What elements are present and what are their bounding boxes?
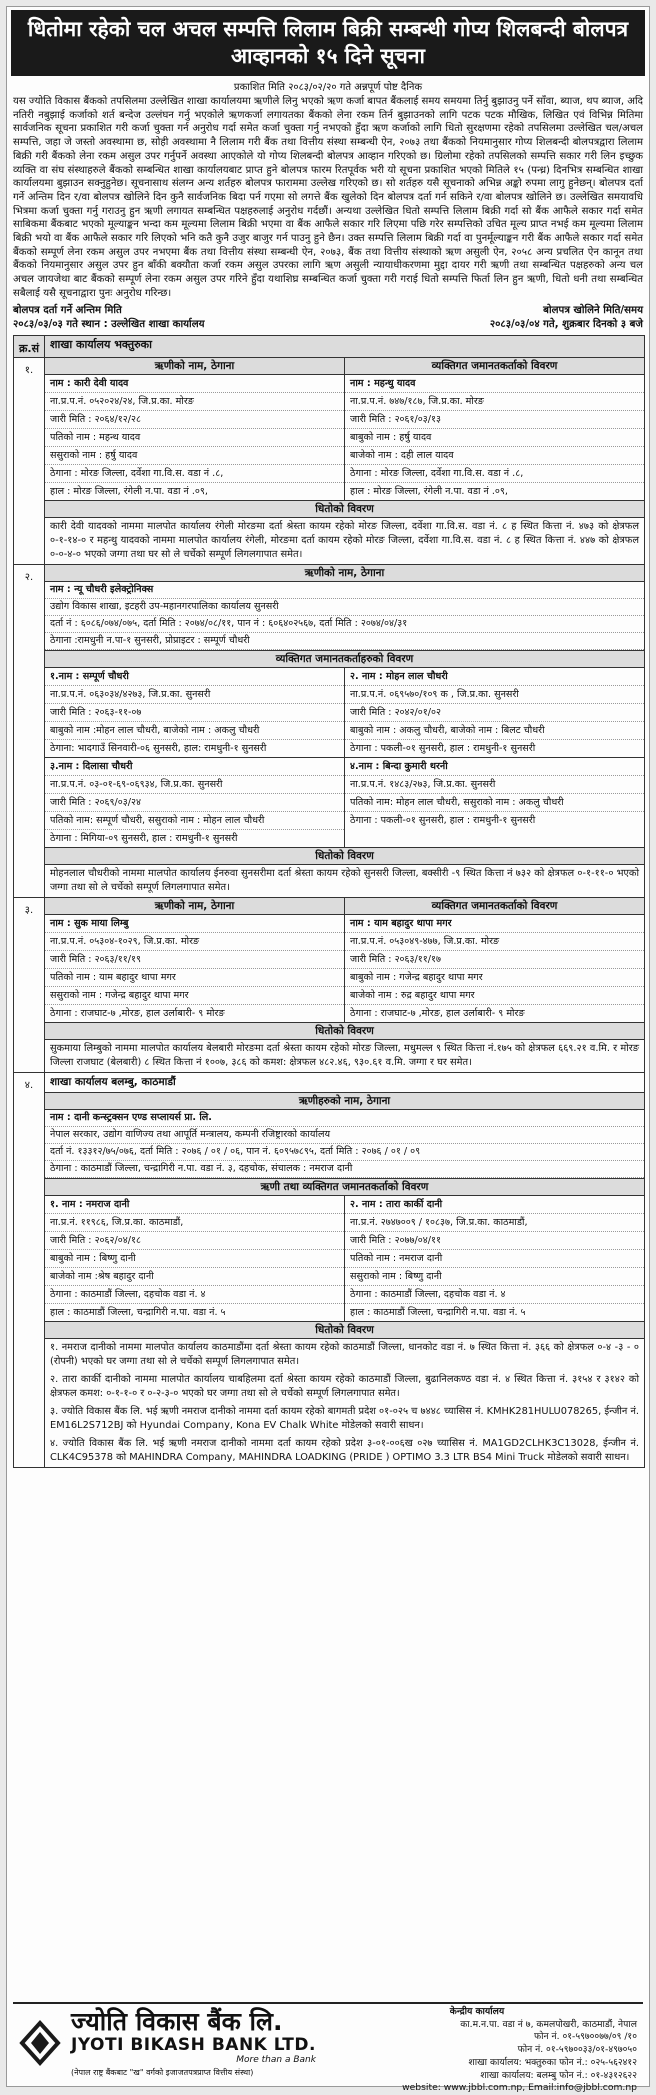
record-line: ठेगाना : मिगिया-०९ सुनसरी, हाल : रामधुनी-१ सुनसरी (50, 832, 238, 844)
bank-logo-block (13, 2004, 317, 2082)
record-line: ना.प्र.प.नं. ०६३०३४/४२७३, जि.प्र.का. सुनसरी (45, 686, 344, 704)
record-line: बाबुको नाम : अकलु चौधरी, बाजेको नाम : बिलट चौधरी (345, 722, 644, 740)
record-line: ना.प्र.प.नं. १४८३/२७३, जि.प्र.का. सुनसरी (345, 776, 644, 794)
record-line: ठेगाना : मोरङ जिल्ला, दर्वेशा गा.वि.स. वडा नं .८, (45, 465, 344, 483)
record-line: जारी मिति : २०६३/११/१९ (45, 951, 344, 969)
record-line: बाजेको नाम :श्रेष बहादुर दानी (45, 1268, 344, 1286)
collateral-item: ४. ज्योति विकास बैंक लि. भई ऋणी नमराज दानीको नाममा दर्ता कायम रहेको प्रदेश ३-०१-००६ख ०२७ च्यासिस नं. MA1GD2CLHK3C13028, ईन्जीन नं. CLK4C95378 को MAHINDRA Company, MAHINDRA LOADKING (PRIDE ) OPTIMO 3.3 LTR BS4 Mini Truck मोडेलको सवारी साधन। (50, 1437, 639, 1463)
record-line: ना.प्र.प.नं. ०३-०१-६९-०६९३४, जि.प्र.का. सुनसरी (45, 776, 344, 794)
publication-date: प्रकाशित मिति २०८३/०२/२० गते अन्नपूर्ण पोष्ट दैनिक (233, 82, 423, 93)
collateral-item: २. तारा कार्की दानीको नाममा मालपोत कार्यालय चाबहिलमा दर्ता श्रेस्ता कायम रहेको काठमाडौं जिल्ला, बुढानिलकण्ठ वडा नं. ४ स्थित कित्ता नं. ३१५४ र ३१४२ को क्षेत्रफल कमश: ०-१-१-० र ०-२-३-० भएको घर जग्गा तथा सो ले चर्चेको सम्पूर्ण लिगलगापात समेत। (50, 1373, 639, 1399)
bank-logo-icon (17, 2020, 63, 2066)
record-line: उद्योग विकास शाखा, इटहरी उप-महानगरपालिका कार्यालय सुनसरी (45, 599, 644, 616)
collateral-header: धितोको विवरण (45, 500, 644, 517)
deadline-values (7, 318, 649, 335)
record-line: ठेगाना : काठमाडौं जिल्ला, चन्द्रागिरी न.पा. वडा नं. ३, दहचोक, संचालक : नमराज दानी (45, 1161, 644, 1178)
record-line: पतिको नाम : महन्थ यादव (45, 429, 344, 447)
section-1 (14, 357, 645, 564)
record-line: ना.प्र.नं. २७४७००९ / १०८३७, जि.प्र.का. काठमाडौं, (345, 1214, 644, 1232)
record-line: ना.प्र.प.नं. ७४७/१८७, जि.प्र.का. मोरङ (345, 393, 644, 411)
record-line: हाल : काठमाडौं जिल्ला, चन्द्रागिरी न.पा. वडा नं. ५ (50, 1306, 226, 1318)
collateral-item: १. नमराज दानीको नाममा मालपोत कार्यालय काठमाडौंमा दर्ता श्रेस्ता कायम रहेको काठमाडौं जिल्ला, धानकोट वडा नं. ७ स्थित कित्ता नं. ३६६ को क्षेत्रफल ०-४ -३ - ० (रोपनी) भएको घर जग्गा तथा सो ले चर्चेको सम्पूर्ण लिगलगापात समेत। (45, 1338, 644, 1371)
record-line: ना.प्र.नं. ११९८६, जि.प्र.का. काठमाडौं, (45, 1214, 344, 1232)
record-line: हाल : मोरङ जिल्ला, रंगेली न.पा. वडा नं .०९, (50, 485, 208, 497)
branch-name: शाखा कार्यालय बलम्बु, काठमाडौं (45, 1073, 644, 1093)
submit-deadline-value: २०८३/०३/०३ गते स्थान : उल्लेखित शाखा कार्यालय (13, 318, 205, 330)
contact-line: फोन नं. ०१-५९७००३३/०१-४९७०५० (517, 2044, 637, 2056)
record-line: बाबुको नाम : गजेन्द्र बहादुर थापा मगर (345, 969, 644, 987)
borrower-header: ऋणीको नाम, ठेगाना (45, 565, 644, 582)
collateral-text: कारी देवी यादवको नाममा मालपोत कार्यालय रंगेली मोरङमा दर्ता श्रेस्ता कायम रहेको मोरङ जिल्ला, दर्वेशा गा.वि.स. वडा नं. ८ ह स्थित कित्ता नं. ४७३ को क्षेत्रफल ०-१-१४-० र महन्थु यादवको नाममा मालपोत कार्यालय रंगेली, मोरङमा दर्ता कायम रहेको मोरङ जिल्ला, दर्वेशा गा.वि.स. वडा नं. ८ ह स्थित कित्ता नं. ४४७ को क्षेत्रफल ०-०-४-० भएको जग्गा तथा घर सो ले चर्चेको सम्पूर्ण लिगलगापात समेत। (45, 517, 644, 564)
bank-license-note: (नेपाल राष्ट्र बैंकबाट "ख" वर्गको इजाजतपत्रप्राप्त वित्तीय संस्था) (71, 2068, 254, 2077)
bank-name-nepali: ज्योति विकास बैंक लि. (71, 2007, 283, 2036)
collateral-item: ३. ज्योति विकास बैंक लि. भई ऋणी नमराज दानीको नाममा दर्ता कायम रहेको बागमती प्रदेश ०१-०२५ च ७४४८ च्यासिस नं. KMHK281HULU078265, ईन्जीन नं. EM16L2S712BJ को Hyundai Company, Kona EV Chalk White मोडेलको सवारी साधन। (50, 1405, 639, 1431)
submit-deadline-label: बोलपत्र दर्ता गर्ने अन्तिम मिति (13, 304, 122, 316)
footer (13, 2002, 643, 2094)
record-line: ससुराको नाम : गजेन्द्र बहादुर थापा मगर (45, 987, 344, 1005)
borrower-header: ऋणीको नाम, ठेगाना (45, 358, 344, 375)
record-line: जारी मिति : २०४२/०१/०२ (345, 704, 644, 722)
section-3 (14, 897, 645, 1072)
section-number: ४. (14, 1072, 45, 1467)
record-line: ना.प्र.प.नं. ०५२०२४/२४, जि.प्र.का. मोरङ (45, 393, 344, 411)
record-line: हाल : मोरङ जिल्ला, रंगेली न.पा. वडा नं .०९, (350, 485, 508, 497)
open-deadline-value: २०८३/०३/०४ गते, शुक्रबार दिनको ३ बजे (489, 318, 643, 330)
contact-line: का.म.न.पा. वडा नं ७, कमलपोखरी, काठमाडौं, नेपाल (460, 2018, 637, 2030)
notice-table (13, 335, 645, 1468)
record-line: ससुराको नाम : हर्षु यादव (45, 447, 344, 465)
borrower-header: ऋणीहरुको नाम, ठेगाना (45, 1093, 644, 1110)
record-line: जारी मिति : २०६३-११-०७ (45, 704, 344, 722)
collateral-header: धितोको विवरण (45, 1022, 644, 1039)
record-line: ठेगाना : मोरङ जिल्ला, दर्वेशा गा.वि.स. वडा नं .८, (345, 465, 644, 483)
record-line: नाम : महन्थु यादव (345, 375, 644, 393)
record-line: बाबुको नाम : बिष्णु दानी (45, 1250, 344, 1268)
record-line: ससुराको नाम : बिष्णु दानी (345, 1268, 644, 1286)
record-line: नाम : कारी देवी यादव (45, 375, 344, 393)
contact-line: शाखा कार्यालय: भक्तुरुका फोन नं.: ०२५-५६२४१२ (468, 2056, 637, 2068)
section-number: १. (14, 357, 45, 564)
collateral-text: सुकमाया लिम्बुको नाममा मालपोत कार्यालय बेलबारी मोरङमा दर्ता श्रेस्ता कायम रहेको मोरङ जिल्ला, मधुमल्ल ९ स्थित कित्ता नं.१७५ को क्षेत्रफल ६६९.२१ व.मि. र मोरङ जिल्ला राजघाट (बेलबारी) ८ स्थित कित्ता नं १००७, ३८६ को कमश: क्षेत्रफल ४८२.४६, ९३०.६१ व.मि. जग्गा र घर समेत। (45, 1039, 644, 1072)
section-4 (14, 1072, 645, 1467)
intro-paragraph: यस ज्योति विकास बैंकको तपसिलमा उल्लेखित शाखा कार्यालयमा ऋणीले लिनु भएको ऋण कर्जा बापत बैंकलाई समय समयमा तिर्नु बुझाउनु पर्ने साँवा, ब्याज, थप ब्याज, अदि नतिरी नबुझाई कर्जाको शर्त बन्देज उल्लंघन गर्नु भएकोले ऋणकर्जा लगायतका बैंकको लेना रकम तिर्न बुझाउनको लागि पटक पटक मौखिक, लिखित एवं विभिन्न मितिमा सार्वजनिक सूचना प्रकाशित गरी कर्जा चुक्ता गर्न अनुरोध गर्दा समेत कर्जा चुक्ता गर्नु नभएको हुँदा ऋण कर्जाको लागि धितो सुरक्षणमा रहेको तपसिलमा उल्लेखित चल/अचल सम्पत्ति, जहा जे जस्तो अवस्थामा छ, सोही अवस्थामा नै लिलाम गरी बैंक तथा वित्तीय संस्था सम्बन्धी ऐन, २०७३ तथा बैंकको नियमानुसार गोप्य शिलबन्दी बोलपत्रद्वारा लिलाम बिक्री गरी बैंकको लेना रकम असुल उपर गर्नुपर्ने अवस्था आएकोले यो गोप्य शिलबन्दी बोलपत्र आव्हान गरिएको छ। ग्रिलोमा रहेको तपसिलको सम्पत्ति सकार गरी लिन इच्छुक व्यक्ति वा संघ संस्थाहरुले बैंकको सम्बन्धित शाखा कार्यालयबाट प्राप्त हुने बोलपत्र फारम रितपूर्वक भरी यो सूचना प्रकाशित भएको मितिले १५ (पन्ध्र) दिनभित्र सम्बन्धित शाखा कार्यालयमा बुझाउन सक्नुहुनेछ। सूचनासाथ संलग्न अन्य शर्तहरु बोलपत्र फाराममा उल्लेख गरिएको छ। सो शर्तहरु यसै सूचनाको अभिन्न अङ्को रुपमा लागु हुनेछन्। बोलपत्र दर्ता गर्ने अन्तिम दिन र/वा बोलपत्र खोलिने दिन कुनै सार्वजनिक बिदा पर्न गएमा सो लगत्ते बैंक खुलेको दिन बोलपत्र दर्ता गर्न सकिने र/वा बोलपत्र खोलिने छ। उल्लेखित समयावधि भित्रमा कर्जा चुक्ता गर्नु गराउनु हुन ऋणी लगायत सम्बन्धित पक्षहरुलाई अनुरोध गर्दछौं। अन्यथा उल्लेखित धितो सम्पत्ति लिलाम बिक्री गर्दा सो बैंक आफैले सकार गर्दा समेत साबिकमा बैंकबाट भएको मूल्याङ्कन भन्दा कम मूल्यमा लिलाम बिक्री भएमा वा बैंक आफैले सकार गरि लिएमा पछि गरेर सम्पत्तिको उचित मूल्य प्राप्त नभई कम मूल्यमा लिलाम बिक्री भयो वा बैंक आफैले सकार गरि लिएको भनि कतै कुनै उजुर बाजुर गर्न पाउनु हुने छैन। उक्त सम्पत्ति लिलाम बिक्री गर्दा वा पुनर्मूल्याङ्कन गरी बैंक आफैले सकार गर्दा समेत बैंकको सम्पूर्ण लेना रकम असुल उपर नभएमा बैंक तथा वित्तीय संस्था सम्बन्धी ऐन, २०७३, बैंक तथा वित्तीय संस्थाको ऋण असुली ऐन, २०५८ अन्य प्रचलित ऐन कानून तथा बैंकको नियमानुसार असुल उपर हुन बाँकी बक्यौता कर्जा रकम असुल उपरका लागि ऋण असुली न्यायाधीकरणमा मुद्दा दायर गरी ऋणी तथा सम्बन्धित पक्षहरुको अन्य चल अचल जायजेथा बाट बैंकको सम्पूर्ण लेना रकम असुल उपर गरिने हुँदा यथाशिघ्र सम्बन्धित कर्जा चुक्ता गरी गराई धितो सम्पत्ति फिर्ता लिन हुन ऋणी, धितो धनी तथा सम्बन्धित सबैलाई यसै सूचनाद्वारा पुनः अनुरोध गरिन्छ। (13, 96, 643, 299)
record-line: पतिको नाम : याम बहादुर थापा मगर (45, 969, 344, 987)
website-email[interactable]: website: www.jbbl.com.np, Email:info@jbbl.com.np (402, 2082, 637, 2094)
open-deadline-label: बोलपत्र खोलिने मिति/समय (543, 304, 643, 316)
bank-name-english: JYOTI BIKASH BANK LTD. (71, 2035, 316, 2055)
record-line: नाम : याम बहादुर थापा मगर (345, 915, 644, 933)
contact-line: फोन नं. ०१-५९७००७७/०९ /१० (534, 2031, 637, 2043)
record-line: ना.प्र.प.नं. ०५३०४९-४७७, जि.प्र.का. मोरङ (345, 933, 644, 951)
record-line: जारी मिति : २०६९/०३/२४ (45, 794, 344, 812)
record-line: ठेगाना : काठमाडौं जिल्ला, दहचोक वडा नं. ४ (345, 1286, 644, 1304)
guarantor-header: व्यक्तिगत जमानतकर्ताको विवरण (345, 358, 644, 375)
record-line: दर्ता नं. १३३१२/७५/०७६, दर्ता मिति : २०७६ / ०१ / ०६, पान नं. ६०९५७८९५, दर्ता मिति : २०७६ / ०१ / ०९ (45, 1144, 644, 1161)
record-line: बाजेको नाम : रुद्र बहादुर थापा मगर (345, 987, 644, 1005)
guarantor-header: व्यक्तिगत जमानतकर्ताहरुको विवरण (45, 650, 644, 667)
contact-line: शाखा कार्यालय: बलम्बु फोन नं.: ०१-४३१२६२२ (480, 2069, 637, 2081)
record-line: ना.प्र.प.नं. ०६९५७०/१०९ क , जि.प्र.का. सुनसरी (345, 686, 644, 704)
record-line: ३.नाम : दिलासा चौधरी (45, 758, 344, 776)
collateral-text: मोहनलाल चौधरीको नाममा मालपोत कार्यालय ईनरुवा सुनसरीमा दर्ता श्रेस्ता कायम रहेको सुनसरी जिल्ला, बक्सीरी -९ स्थित कित्ता नं ७३२ को क्षेत्रफल ०-१-११-० भएको जग्गा तथा सो ले चर्चेको सम्पूर्ण लिगलगापात समेत। (45, 864, 644, 897)
record-line: पतिको नाम: सम्पूर्ण चौधरी, ससुराको नाम : मोहन लाल चौधरी (45, 812, 344, 830)
record-line: २. नाम : तारा कार्की दानी (345, 1196, 644, 1214)
contact-block (317, 2004, 643, 2094)
section-2 (14, 564, 645, 897)
record-line: जारी मिति : २०६४/१२/२८ (45, 411, 344, 429)
branch-header: शाखा कार्यालय भक्तुरुका (45, 335, 645, 357)
record-line: जारी मिति : २०६३/११/१७ (345, 951, 644, 969)
record-line: हाल : काठमाडौं जिल्ला, चन्द्रागिरी न.पा. वडा नं. ५ (350, 1306, 526, 1318)
record-line: ठेगाना :रामधुनी न.पा-१ सुनसरी, प्रोप्राइटर : सम्पूर्ण चौधरी (45, 633, 644, 650)
record-line: नेपाल सरकार, उद्योग वाणिज्य तथा आपूर्ति मन्त्रालय, कम्पनी रजिष्ट्रारको कार्यालय (45, 1127, 644, 1144)
record-line: ठेगाना : राजघाट-७ ,मोरङ, हाल उर्लाबारी- ९ मोरङ (50, 1007, 225, 1019)
record-line: २. नाम : मोहन लाल चौधरी (345, 668, 644, 686)
record-line: ठेगाना : पकली-०१ सुनसरी, हाल : रामधुनी-१ सुनसरी (350, 814, 536, 826)
guarantor-header: व्यक्तिगत जमानतकर्ताको विवरण (345, 898, 644, 915)
record-line: नाम : सुक माया लिम्बु (45, 915, 344, 933)
record-line: बाबुको नाम :मोहन लाल चौधरी, बाजेको नाम : अकलु चौधरी (45, 722, 344, 740)
section-number: ३. (14, 897, 45, 1072)
sn-header: क्र.सं (14, 335, 45, 357)
record-line: ४.नाम : बिन्दा कुमारी थरनी (345, 758, 644, 776)
record-line: जारी मिति : २०७७/०४/११ (345, 1232, 644, 1250)
borrower-header: ऋणीको नाम, ठेगाना (45, 898, 344, 915)
record-line: पतिको नाम : नमराज दानी (345, 1250, 644, 1268)
record-line: दर्ता नं : ६०८६/०७४/०७५, दर्ता मिति : २०७४/०८/११, पान नं : ६०६४०२५६७, दर्ता मिति : २०७४/०४/३१ (45, 616, 644, 633)
record-line: पतिको नाम: मोहन लाल चौधरी, ससुराको नाम : अकलु चौधरी (345, 794, 644, 812)
notice-title: धितोमा रहेको चल अचल सम्पत्ति लिलाम बिक्री सम्बन्धी गोप्य शिलबन्दी बोलपत्र आव्हानको १५ दिने सूचना (11, 10, 645, 76)
record-line: नाम : दानी कन्स्ट्रक्सन एण्ड सप्लायर्स प्रा. लि. (45, 1110, 644, 1127)
record-line: बाजेको नाम : दही लाल यादव (345, 447, 644, 465)
bank-tagline: More than a Bank (236, 2055, 316, 2065)
record-line: ठेगाना : पकली-०१ सुनसरी, हाल : रामधुनी-१ सुनसरी (350, 742, 536, 754)
record-line: ठेगाना: भादगाउँ सिनवारी-०६ सुनसरी, हाल: रामधुनी-१ सुनसरी (50, 742, 267, 754)
deadline-labels (7, 301, 649, 318)
record-line: नाम : न्यू चौधरी इलेक्ट्रोनिक्स (45, 582, 644, 599)
record-line: जारी मिति : २०६१/०३/१३ (345, 411, 644, 429)
record-line: ठेगाना : काठमाडौं जिल्ला, दहचोक वडा नं. ४ (45, 1286, 344, 1304)
contact-title: केन्द्रीय कार्यालय (449, 2006, 505, 2017)
record-line: ना.प्र.प.नं. ०५३०४-१०२९, जि.प्र.का. मोरङ (45, 933, 344, 951)
record-line: १. नाम : नमराज दानी (45, 1196, 344, 1214)
collateral-header: धितोको विवरण (45, 847, 644, 864)
section-number: २. (14, 564, 45, 897)
record-line: ठेगाना : राजघाट-७ ,मोरङ, हाल उर्लाबारी- ९ मोरङ (350, 1007, 525, 1019)
record-line: १.नाम : सम्पूर्ण चौधरी (45, 668, 344, 686)
record-line: जारी मिति : २०६२/०४/१८ (45, 1232, 344, 1250)
guarantor-header: ऋणी तथा व्यक्तिगत जमानतकर्ताको विवरण (45, 1178, 644, 1195)
record-line: बाबुको नाम : हर्षु यादव (345, 429, 644, 447)
notice-page (6, 6, 650, 2094)
collateral-header: धितोको विवरण (45, 1321, 644, 1338)
